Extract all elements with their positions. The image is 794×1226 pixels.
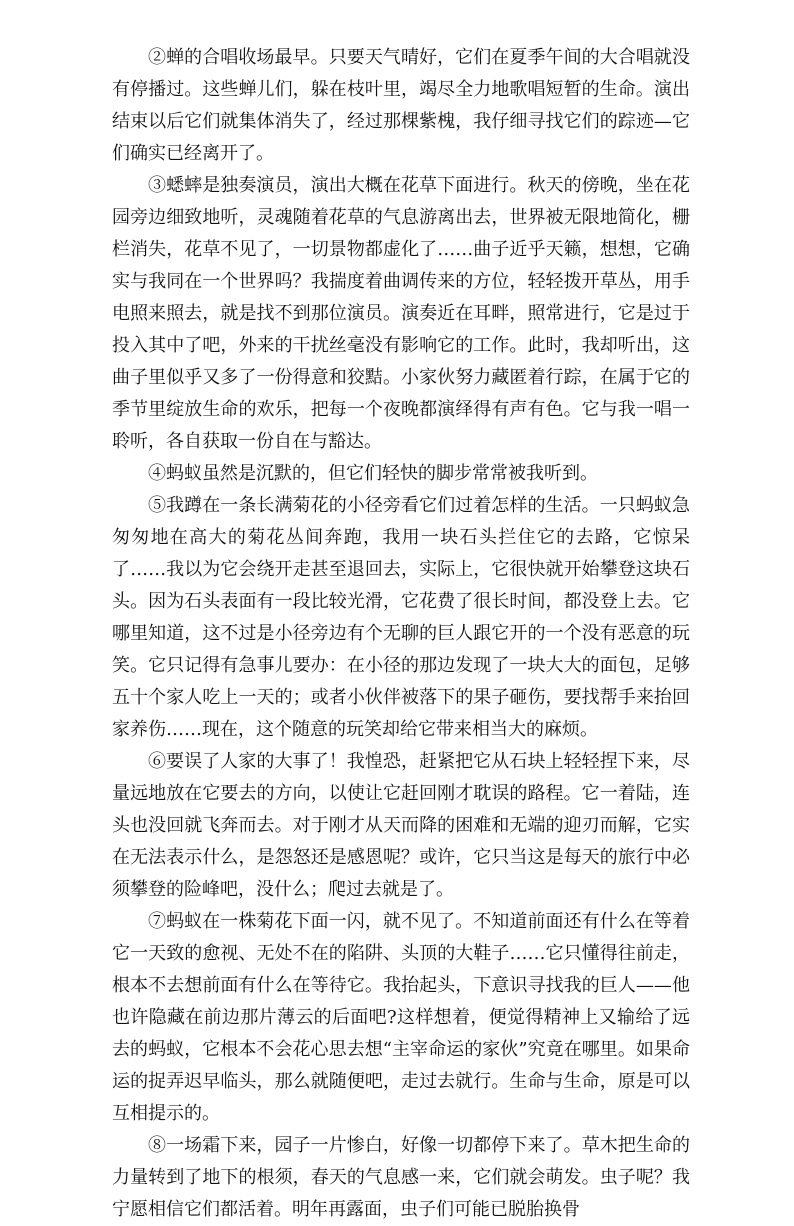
paragraph-3-cricket: ③蟋蟀是独奏演员，演出大概在花草下面进行。秋天的傍晚，坐在花园旁边细致地听，灵魂随着花草的气息游离出去，世界被无限地简化，栅栏消失，花草不见了，一切景物都虚化了……曲子近乎天籁，想想，它确实与我同在一个世界吗？我揣度着曲调传来的方位，轻轻拨开草丛，用手电照来照去，就是找不到那位演员。演奏近在耳畔，照常进行，它是过于投入其中了吧，外来的干扰丝毫没有影响它的工作。此时，我却听出，这曲子里似乎又多了一份得意和狡黠。小家伙努力藏匿着行踪，在属于它的季节里绽放生命的欢乐，把每一个夜晚都演绎得有声有色。它与我一唱一聆听，各自获取一份自在与豁达。: [112, 175, 690, 452]
paragraph-6-ant-rescue: ⑥要误了人家的大事了！我惶恐，赶紧把它从石块上轻轻捏下来，尽量远地放在它要去的方向，以使让它赶回刚才耽误的路程。它一着陆，连头也没回就飞奔而去。对于刚才从天而降的困难和无端的迎刃而解，它实在无法表示什么，是怨怒还是感恩呢？或许，它只当这是每天的旅行中必须攀登的险峰吧，没什么；爬过去就是了。: [112, 751, 690, 900]
paragraph-5-ant-stone: ⑤我蹲在一条长满菊花的小径旁看它们过着怎样的生活。一只蚂蚁急匆匆地在高大的菊花丛间奔跑，我用一块石头拦住它的去路，它惊呆了……我以为它会绕开走甚至退回去，实际上，它很快就开始攀登这块石头。因为石头表面有一段比较光滑，它花费了很长时间，都没登上去。它哪里知道，这不过是小径旁边有个无聊的巨人跟它开的一个没有恶意的玩笑。它只记得有急事儿要办：在小径的那边发现了一块大大的面包，足够五十个家人吃上一天的；或者小伙伴被落下的果子砸伤，要找帮手来抬回家养伤……现在，这个随意的玩笑却给它带来相当大的麻烦。: [112, 495, 690, 740]
essay-page: [112, 42, 690, 1226]
paragraph-4-ant-intro: ④蚂蚁虽然是沉默的，但它们轻快的脚步常常被我听到。: [148, 463, 598, 484]
paragraph-2-cicada: ②蝉的合唱收场最早。只要天气晴好，它们在夏季午间的大合唱就没有停播过。这些蝉儿们，躲在枝叶里，竭尽全力地歌唱短暂的生命。演出结束以后它们就集体消失了，经过那棵紫槐，我仔细寻找它们的踪迹—它们确实已经离开了。: [112, 47, 690, 164]
paragraph-7-ant-disappear: ⑦蚂蚁在一株菊花下面一闪，就不见了。不知道前面还有什么在等着它一天致的愈视、无处不在的陷阱、头顶的大鞋子……它只懂得往前走，根本不去想前面有什么在等待它。我抬起头，下意识寻找我的巨人——他也许隐藏在前边那片薄云的后面吧?这样想着，便觉得精神上又输给了远去的蚂蚁，它根本不会花心思去想“主宰命运的家伙”究竟在哪里。如果命运的捉弄迟早临头，那么就随便吧，走过去就行。生命与生命，原是可以互相提示的。: [112, 911, 690, 1124]
paragraph-8-frost: ⑧一场霜下来，园子一片惨白，好像一切都停下来了。草木把生命的力量转到了地下的根须，春天的气息感一来，它们就会萌发。虫子呢？我宁愿相信它们都活着。明年再露面，虫子们可能已脱胎换骨: [112, 1135, 690, 1220]
